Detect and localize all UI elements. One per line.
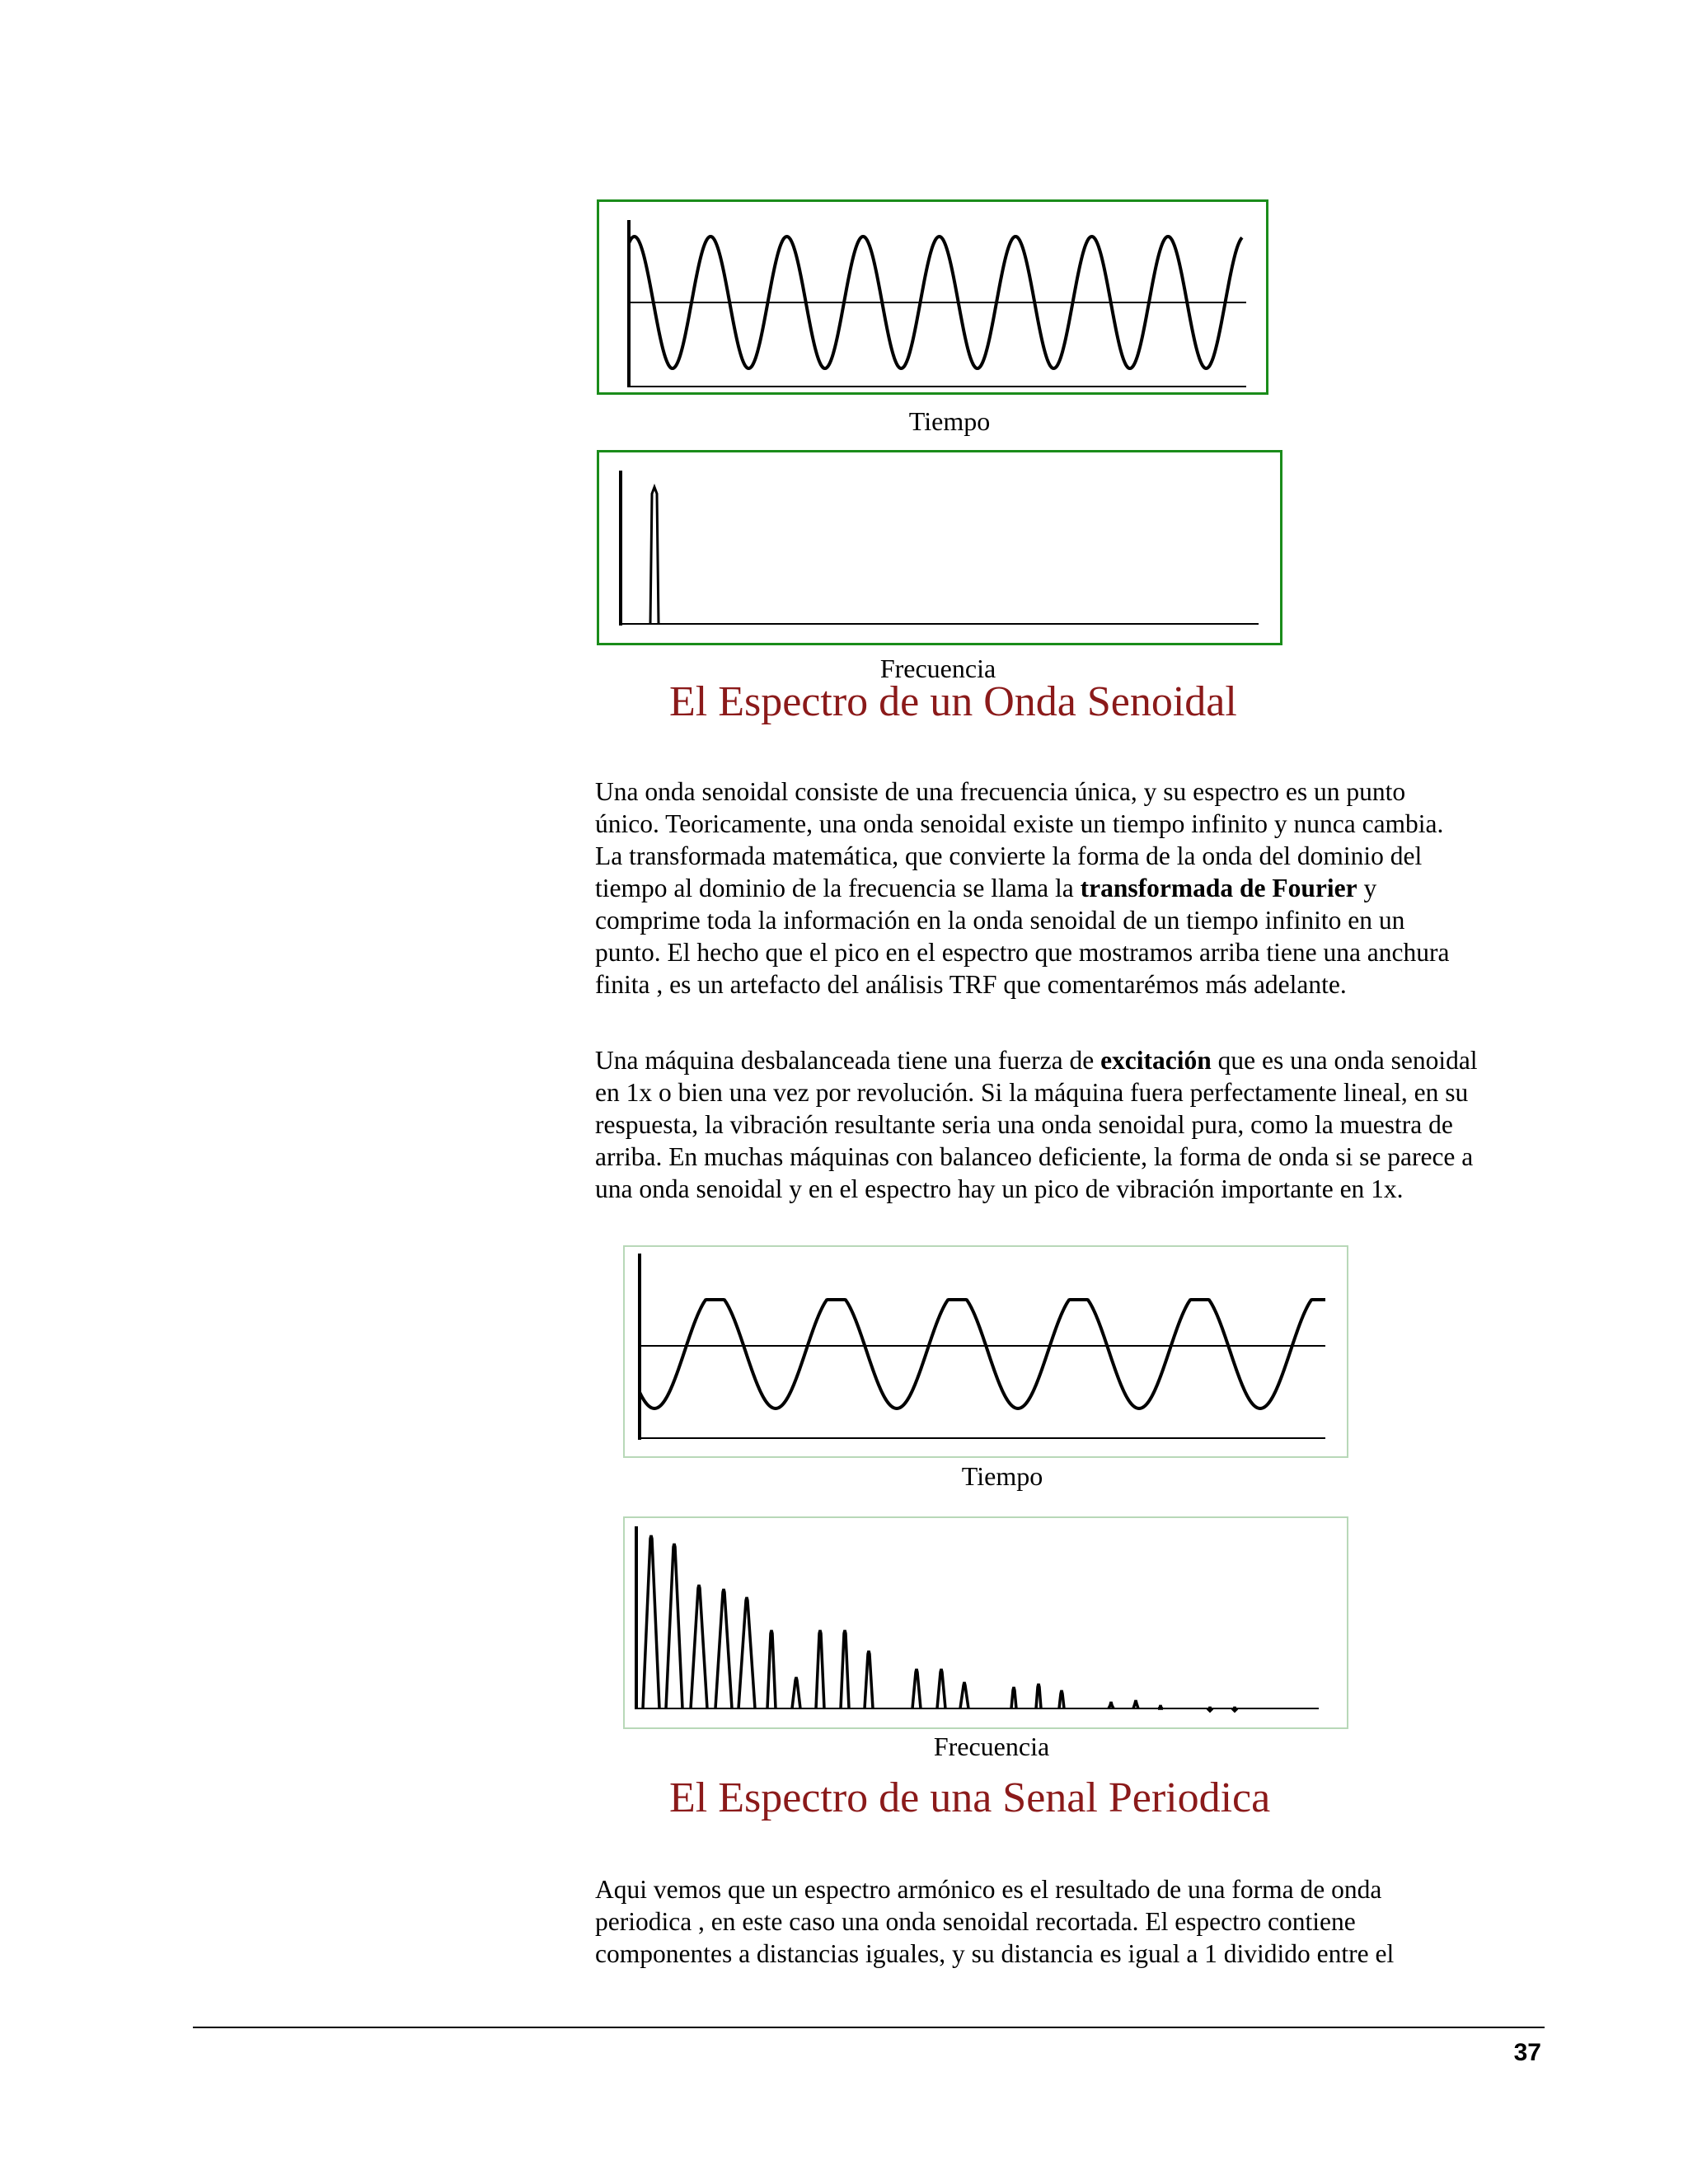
harmonic-peak: [691, 1585, 707, 1708]
text-run: que es una onda senoidal: [1211, 1046, 1478, 1075]
text-line: Aqui vemos que un espectro armónico es el resultado de una forma de onda: [595, 1875, 1382, 1904]
harmonic-peak: [816, 1630, 824, 1708]
sine-time-waveform-plot: [599, 202, 1266, 392]
text-line: comprime toda la información en la onda senoidal de un tiempo infinito en un: [595, 906, 1405, 935]
harmonic-peak: [767, 1630, 776, 1708]
text-line: en 1x o bien una vez por revolución. Si la máquina fuera perfectamente lineal, en su: [595, 1078, 1469, 1107]
text-line: periodica , en este caso una onda senoidal recortada. El espectro contiene: [595, 1907, 1356, 1936]
harmonic-peak: [1036, 1684, 1041, 1708]
bold-term-fourier-transform: transformada de Fourier: [1080, 874, 1357, 902]
sine-spectrum-figure: [597, 450, 1282, 645]
text-line: Una onda senoidal consiste de una frecuencia única, y su espectro es un punto: [595, 777, 1406, 806]
bold-term-excitation: excitación: [1100, 1046, 1212, 1075]
harmonic-spectrum-plot: [625, 1518, 1347, 1727]
text-run: Una máquina desbalanceada tiene una fuerza de: [595, 1046, 1101, 1075]
clipped-sine-time-waveform-figure: [623, 1245, 1348, 1458]
harmonic-spectrum-figure: [623, 1516, 1348, 1729]
harmonic-peak: [1207, 1707, 1212, 1710]
text-line: finita , es un artefacto del análisis TRF que comentarémos más adelante.: [595, 970, 1347, 999]
fig2-time-caption: Tiempo: [961, 1461, 1043, 1491]
harmonic-peak: [666, 1544, 682, 1708]
text-run: tiempo al dominio de la frecuencia se llama la: [595, 874, 1081, 902]
harmonic-peak: [792, 1677, 800, 1708]
text-line: La transformada matemática, que convierte la forma de la onda del dominio del: [595, 841, 1423, 870]
text-line: arriba. En muchas máquinas con balanceo deficiente, la forma de onda si se parece a: [595, 1142, 1474, 1171]
text-run: y: [1357, 874, 1377, 902]
harmonic-peak: [1011, 1687, 1016, 1708]
harmonic-spectrum-paragraph: [595, 1873, 1551, 1970]
fig2-freq-caption: Frecuencia: [933, 1732, 1050, 1761]
harmonic-peak: [715, 1589, 732, 1708]
text-line: respuesta, la vibración resultante seria una onda senoidal pura, como la muestra de: [595, 1110, 1453, 1139]
unbalanced-machine-paragraph: [595, 1044, 1551, 1205]
harmonic-peak: [937, 1669, 945, 1708]
harmonic-peak: [738, 1597, 755, 1708]
clipped-sine-time-waveform-plot: [625, 1247, 1347, 1456]
page-number: 37: [1513, 2039, 1541, 2066]
harmonic-peak: [841, 1630, 849, 1708]
sine-spectrum-plot: [599, 452, 1280, 643]
harmonic-peak: [960, 1682, 968, 1708]
fig1-time-caption: Tiempo: [908, 406, 991, 436]
text-line: único. Teoricamente, una onda senoidal existe un tiempo infinito y nunca cambia.: [595, 809, 1444, 838]
text-line: [595, 872, 1551, 904]
section-heading-periodic-signal-spectrum: El Espectro de una Senal Periodica: [669, 1774, 1271, 1821]
harmonic-peak: [1133, 1700, 1138, 1708]
footer-rule: [193, 2027, 1545, 2028]
fig1-freq-caption: Frecuencia: [879, 654, 996, 683]
spectral-peak: [650, 487, 659, 624]
harmonic-peak: [1109, 1702, 1114, 1708]
text-line: [595, 1044, 1551, 1076]
harmonic-peak: [1059, 1690, 1064, 1708]
text-line: una onda senoidal y en el espectro hay un pico de vibración importante en 1x.: [595, 1174, 1404, 1203]
harmonic-peak: [912, 1669, 921, 1708]
text-line: punto. El hecho que el pico en el espectro que mostramos arriba tiene una anchura: [595, 938, 1450, 967]
sine-spectrum-paragraph: [595, 776, 1551, 1001]
clipped-sine-trace: [640, 1300, 1325, 1408]
section-heading-sine-spectrum: El Espectro de un Onda Senoidal: [669, 678, 1237, 725]
text-line: componentes a distancias iguales, y su distancia es igual a 1 dividido entre el: [595, 1939, 1395, 1968]
harmonic-peak: [865, 1651, 873, 1708]
harmonic-peak: [643, 1535, 659, 1708]
harmonic-peak: [1232, 1707, 1237, 1710]
harmonic-peak: [1158, 1705, 1163, 1708]
sine-time-waveform-figure: [597, 199, 1268, 395]
